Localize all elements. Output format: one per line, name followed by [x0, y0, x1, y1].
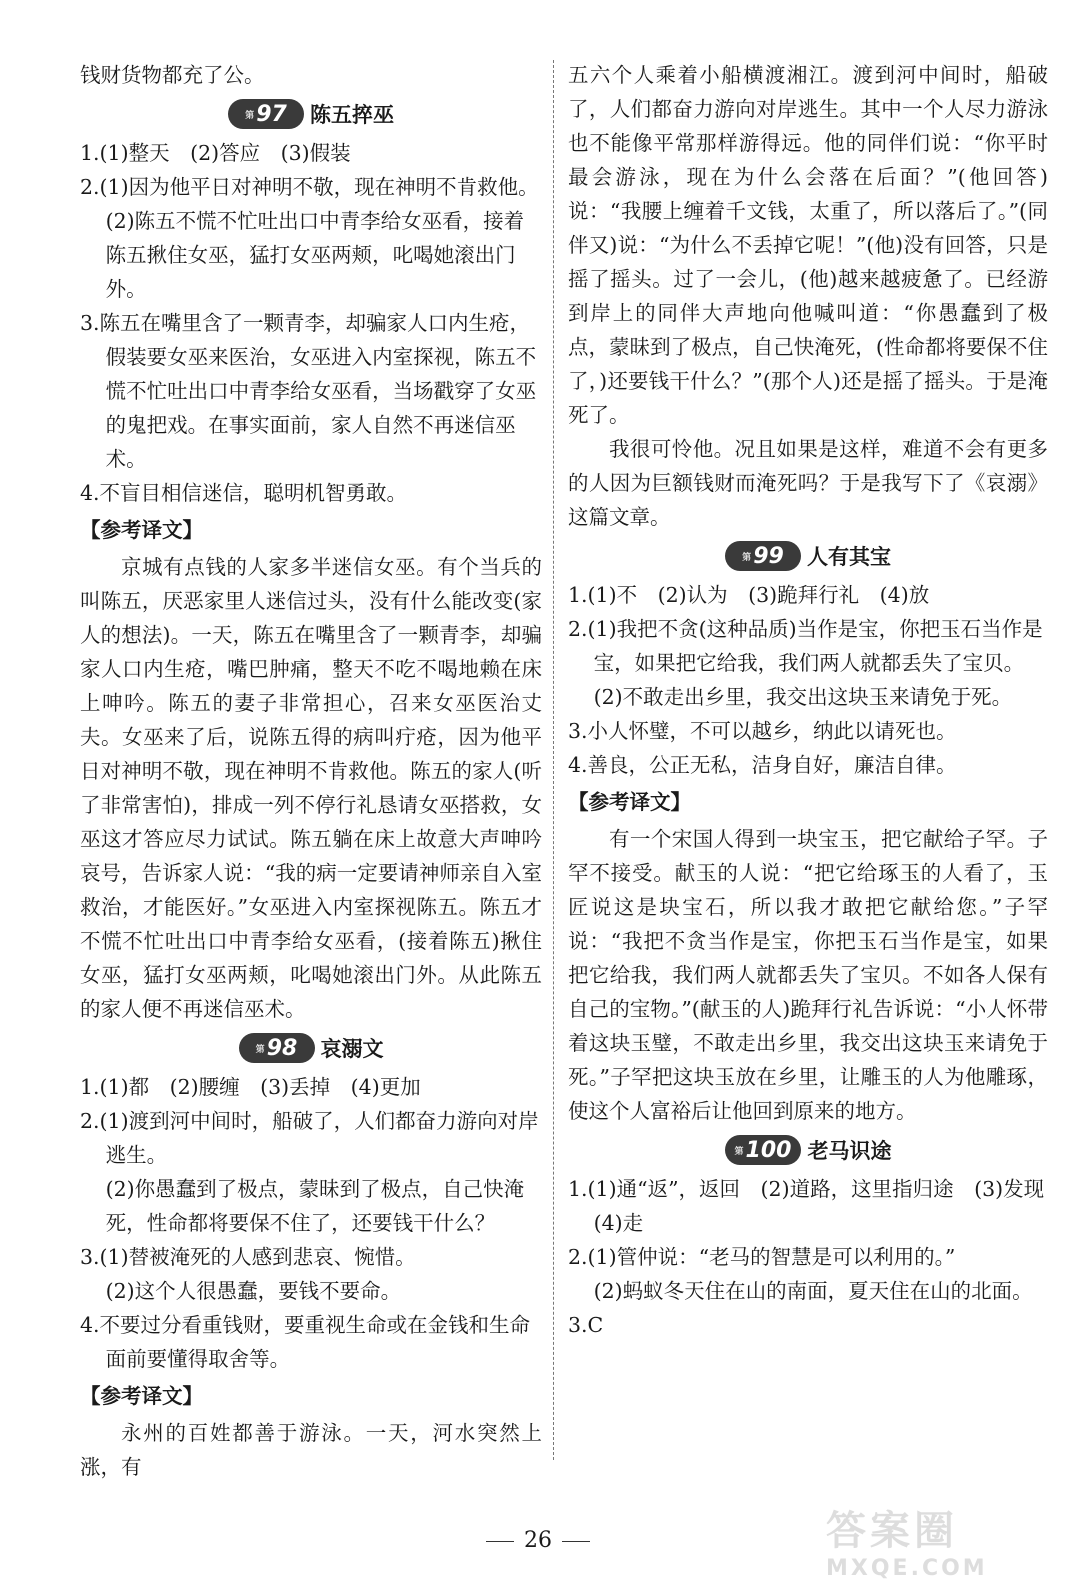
answer-item: 2.(1)我把不贪(这种品质)当作是宝，你把玉石当作是宝，如果把它给我，我们两人就都丢失了宝贝。 [568, 617, 1043, 675]
watermark-url: MXQE.COM [826, 1556, 988, 1581]
answer-item: 3.小人怀璧，不可以越乡，纳此以请死也。 [568, 719, 957, 743]
left-column [80, 58, 542, 1484]
section-number-badge: 第 100 [725, 1135, 802, 1165]
answer-item: 3.C [568, 1313, 604, 1337]
page-number-text: 26 [524, 1528, 552, 1553]
intro-line: 钱财货物都充了公。 [80, 63, 265, 87]
answer-item: 2.(1)因为他平日对神明不敬，现在神明不肯救他。 [80, 175, 539, 199]
watermark-text: 答案圈 [826, 1508, 958, 1554]
reference-translation-tag: 【参考译文】 [568, 790, 691, 814]
watermark-logo [826, 1499, 1046, 1581]
section-title: 老马识途 [807, 1139, 892, 1163]
reference-translation-tag: 【参考译文】 [80, 1384, 203, 1408]
answer-item: (2)这个人很愚蠢，要钱不要命。 [105, 1279, 402, 1303]
section-heading-99 [568, 534, 1048, 578]
reference-translation-tag: 【参考译文】 [80, 518, 203, 542]
page-number-dash-left [486, 1541, 514, 1542]
answer-item: 4.不要过分看重钱财，要重视生命或在金钱和生命面前要懂得取舍等。 [80, 1313, 531, 1371]
right-column [568, 58, 1048, 1342]
column-divider [553, 60, 554, 1460]
reference-translation-text: 永州的百姓都善于游泳。一天，河水突然上涨，有 [80, 1421, 542, 1479]
answer-item: (4)走 [593, 1211, 644, 1235]
answer-item: 4.不盲目相信迷信，聪明机智勇敢。 [80, 481, 408, 505]
answer-item: 1.(1)都 (2)腰缠 (3)丢掉 (4)更加 [80, 1075, 421, 1099]
answer-item: (2)蚂蚁冬天住在山的南面，夏天住在山的北面。 [593, 1279, 1033, 1303]
reference-translation-text: 有一个宋国人得到一块宝玉，把它献给子罕。子罕不接受。献玉的人说：“把它给琢玉的人看了，玉匠说这是块宝石，所以我才敢把它献给您。”子罕说：“我把不贪当作是宝，你把玉石当作是宝，如果把它给我，我们两人就都丢失了宝贝。不如各人保有自己的宝物。”(献玉的人)跪拜行礼告诉说：“小人怀带着这块玉璧，不敢走出乡里，我交出这块玉来请免于死。”子罕把这块玉放在乡里，让雕玉的人为他雕琢，使这个人富裕后让他回到原来的地方。 [568, 827, 1048, 1123]
page-number-dash-right [562, 1541, 590, 1542]
section-title: 哀溺文 [320, 1037, 384, 1061]
reference-translation-text: 京城有点钱的人家多半迷信女巫。有个当兵的叫陈五，厌恶家里人迷信过头，没有什么能改变(家人的想法)。一天，陈五在嘴里含了一颗青李，却骗家人口内生疮，嘴巴肿痛，整天不吃不喝地赖在床上呻吟。陈五的妻子非常担心，召来女巫医治丈夫。女巫来了后，说陈五得的病叫疔疮，因为他平日对神明不敬，现在神明不肯救他。陈五的家人(听了非常害怕)，排成一列不停行礼恳请女巫搭救，女巫这才答应尽力试试。陈五躺在床上故意大声呻吟哀号，告诉家人说：“我的病一定要请神师亲自入室救治，才能医好。”女巫进入内室探视陈五。陈五才不慌不忙吐出口中青李给女巫看，(接着陈五)揪住女巫，猛打女巫两颊，叱喝她滚出门外。从此陈五的家人便不再迷信巫术。 [80, 555, 542, 1021]
section-heading-100 [568, 1128, 1048, 1172]
answer-item: 1.(1)不 (2)认为 (3)跪拜行礼 (4)放 [568, 583, 930, 607]
section-title: 人有其宝 [807, 545, 891, 569]
answer-item: (2)你愚蠢到了极点，蒙昧到了极点，自己快淹死，性命都将要保不住了，还要钱干什么？ [105, 1177, 525, 1235]
answer-item: 3.陈五在嘴里含了一颗青李，却骗家人口内生疮，假装要女巫来医治，女巫进入内室探视，陈五不慌不忙吐出口中青李给女巫看，当场戳穿了女巫的鬼把戏。在事实面前，家人自然不再迷信巫术。 [80, 311, 537, 471]
section-heading-98 [80, 1026, 542, 1070]
answer-item: 1.(1)整天 (2)答应 (3)假装 [80, 141, 351, 165]
section-number-badge: 第 98 [239, 1033, 315, 1063]
answer-item: 2.(1)渡到河中间时，船破了，人们都奋力游向对岸逃生。 [80, 1109, 539, 1167]
reference-translation-continued: 我很可怜他。况且如果是这样，难道不会有更多的人因为巨额钱财而淹死吗？于是我写下了《哀溺》这篇文章。 [568, 437, 1048, 529]
section-title: 陈五捽巫 [310, 103, 394, 127]
answer-item: 3.(1)替被淹死的人感到悲哀、惋惜。 [80, 1245, 416, 1269]
section-heading-97 [80, 92, 542, 136]
answer-item: 4.善良，公正无私，洁身自好，廉洁自律。 [568, 753, 957, 777]
section-number-badge: 第 99 [725, 541, 801, 571]
answer-item: 2.(1)管仲说：“老马的智慧是可以利用的。” [568, 1245, 956, 1269]
reference-translation-continued: 五六个人乘着小船横渡湘江。渡到河中间时，船破了，人们都奋力游向对岸逃生。其中一个人尽力游泳也不能像平常那样游得远。他的同伴们说：“你平时最会游泳，现在为什么会落在后面？”(他回答)说：“我腰上缠着千文钱，太重了，所以落后了。”(同伴又)说：“为什么不丢掉它呢！”(他)没有回答，只是摇了摇头。过了一会儿，(他)越来越疲惫了。已经游到岸上的同伴大声地向他喊叫道：“你愚蠢到了极点，蒙昧到了极点，自己快淹死，(性命都将要保不住了，)还要钱干什么？”(那个人)还是摇了摇头。于是淹死了。 [568, 63, 1048, 427]
section-number-badge: 第 97 [228, 99, 304, 129]
answer-item: (2)陈五不慌不忙吐出口中青李给女巫看，接着陈五揪住女巫，猛打女巫两颊，叱喝她滚出门外。 [105, 209, 525, 301]
answer-item: 1.(1)通“返”，返回 (2)道路，这里指归途 (3)发现 [568, 1177, 1045, 1201]
answer-item: (2)不敢走出乡里，我交出这块玉来请免于死。 [593, 685, 1013, 709]
